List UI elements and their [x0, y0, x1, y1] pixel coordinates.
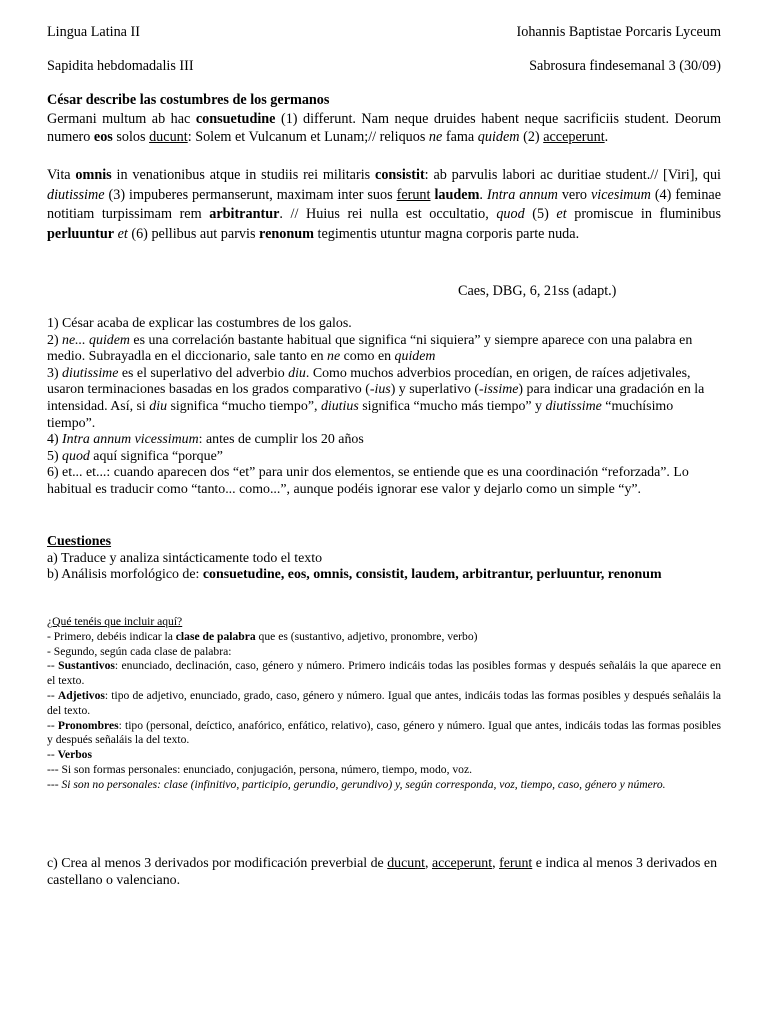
note-1: 1) César acaba de explicar las costumbres de los galos.	[47, 316, 352, 331]
guide-block	[47, 615, 721, 793]
question-c: c) Crea al menos 3 derivados por modificación preverbial de ducunt, acceperunt, ferunt e indica al menos 3 derivados en castellano o valenciano.	[47, 856, 718, 888]
guide-line-pronouns: -- Pronombres: tipo (personal, deíctico, anafórico, enfático, relativo), caso, género y número. Igual que antes, indicáis todas las formas posibles y después señaláis la del texto.	[47, 718, 721, 747]
guide-line-personal: --- Si son formas personales: enunciado, conjugación, persona, número, tiempo, modo, voz.	[47, 762, 473, 776]
school-name: Iohannis Baptistae Porcaris Lyceum	[516, 24, 721, 40]
header-row-2	[47, 57, 721, 75]
latin-paragraph-2: Vita omnis in venationibus atque in studiis rei militaris consistit: ab parvulis labori ac duritiae student.// [Viri], qui diutissime (3) impuberes permanserunt, maximam inter suos ferunt laudem. Intra annum vero vicesimum (4) feminae notitiam turpissimam rem arbitrantur. // Huius rei nulla est occultatio, quod (5) et promiscue in fluminibus perluuntur et (6) pellibus aut parvis renonum tegimentis utuntur magna corporis parte nuda.	[47, 167, 722, 242]
questions-title: Cuestiones	[47, 534, 112, 549]
latin-paragraph-1: Germani multum ab hac consuetudine (1) differunt. Nam neque druides habent neque sacrificiis student. Deorum numero eos solos ducunt: Solem et Vulcanum et Lunam;// reliquos ne fama quidem (2) acceperunt.	[47, 110, 721, 146]
guide-line-verbs: -- Verbos	[47, 748, 92, 762]
note-5: 5) quod aquí significa “porque”	[47, 448, 223, 464]
task-title: Sapidita hebdomadalis III	[47, 58, 194, 74]
question-b: b) Análisis morfológico de: consuetudine, eos, omnis, consistit, laudem, arbitrantur, perluuntur, renonum	[47, 567, 662, 583]
course-name: Lingua Latina II	[47, 24, 140, 40]
latin-text-block	[47, 91, 721, 147]
note-3: 3) diutissime es el superlativo del adverbio diu. Como muchos adverbios procedían, en origen, de raíces adjetivales, usaron terminaciones basadas en los grados comparativo (-ius) y superlativo (-issime) para indicar una gradación en la intensidad. Así, si diu significa “mucho tiempo”, diutius significa “mucho más tiempo” y diutissime “muchísimo tiempo”.	[47, 365, 705, 431]
header-row-1	[47, 23, 721, 41]
guide-line-nonpersonal: --- Si son no personales: clase (infinitivo, participio, gerundio, gerundivo) y, según corresponda, voz, tiempo, caso, género y número.	[47, 777, 666, 791]
question-a: a) Traduce y analiza sintácticamente todo el texto	[47, 550, 323, 566]
note-2: 2) ne... quidem es una correlación bastante habitual que significa “ni siquiera” y siempre aparece con una palabra en medio. Subrayadla en el diccionario, sale tanto en ne como en quidem	[47, 332, 693, 365]
guide-line-adjectives: -- Adjetivos: tipo de adjetivo, enunciado, grado, caso, género y número. Igual que antes, indicáis todas las formas posibles y después señaláis la del texto.	[47, 688, 721, 717]
guide-title: ¿Qué tenéis que incluir aquí?	[47, 615, 183, 628]
text-title: César describe las costumbres de los germanos	[47, 92, 330, 108]
citation: Caes, DBG, 6, 21ss (adapt.)	[458, 283, 617, 299]
notes-block	[47, 316, 721, 499]
questions-block	[47, 534, 721, 584]
guide-line-nouns: -- Sustantivos: enunciado, declinación, caso, género y número. Primero indicáis todas las posibles formas y después señaláis la que aparece en el texto.	[47, 659, 722, 688]
note-4: 4) Intra annum vicessimum: antes de cumplir los 20 años	[47, 432, 364, 448]
task-title-es: Sabrosura findesemanal 3 (30/09)	[529, 58, 721, 74]
guide-line-2: - Segundo, según cada clase de palabra:	[47, 644, 232, 658]
note-6: 6) et... et...: cuando aparecen dos “et” para unir dos elementos, se entiende que es una coordinación “reforzada”. Lo habitual es traducir como “tanto... como...”, aunque podéis ignorar ese valor y dejarlo como un simple “y”.	[47, 465, 689, 497]
guide-line-1: - Primero, debéis indicar la clase de palabra que es (sustantivo, adjetivo, pronombre, verbo)	[47, 629, 478, 643]
